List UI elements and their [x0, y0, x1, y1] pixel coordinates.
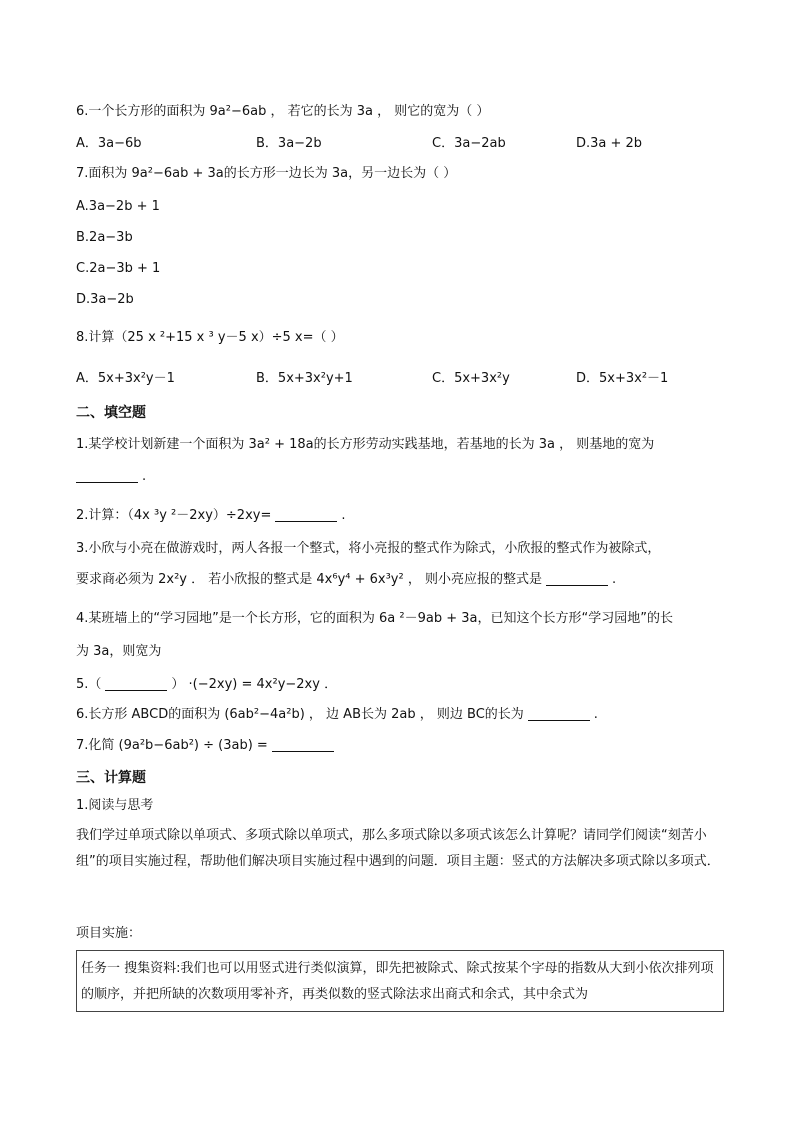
- fill-q5-suffix: ） ·(−2xy) = 4x²y−2xy ．: [171, 677, 338, 692]
- fill-q4-line1: 4.某班墙上的“学习园地”是一个长方形，它的面积为 6a ²－9ab + 3a，已知这个长方形“学习园地”的长: [76, 611, 673, 626]
- fill-q3-line2: [76, 571, 616, 589]
- answer-blank-6[interactable]: [528, 706, 590, 721]
- q7-option-c: C.2a−3b + 1: [76, 261, 161, 276]
- q7-option-b: B.2a−3b: [76, 230, 133, 245]
- q7-option-d: D.3a−2b: [76, 292, 134, 307]
- q6-option-d: D.3a + 2b: [576, 136, 643, 151]
- section-3-title: 三、计算题: [76, 770, 146, 786]
- calc-q1-title: 1.阅读与思考: [76, 798, 154, 813]
- fill-q7: [76, 737, 338, 755]
- task-one-box: [76, 950, 724, 1012]
- section-2-title: 二、填空题: [76, 405, 146, 421]
- task-one-text: 任务一 搜集资料:我们也可以用竖式进行类似演算，即先把被除式、除式按某个字母的指数从大到小依次排列项的顺序，并把所缺的次数项用零补齐，再类似数的竖式除法求出商式和余式，其中余式为: [81, 961, 714, 1002]
- question-6: 6.一个长方形的面积为 9a²−6ab ， 若它的长为 3a ， 则它的宽为（ ）: [76, 104, 490, 119]
- fill-q4-line2: 为 3a，则宽为: [76, 644, 162, 659]
- fill-q6-text: 6.长方形 ABCD的面积为 (6ab²−4a²b) ， 边 AB长为 2ab ， 则边 BC的长为: [76, 707, 524, 722]
- answer-blank-3[interactable]: [546, 571, 608, 586]
- fill-q3-text: 要求商必须为 2x²y ． 若小欣报的整式是 4x⁶y⁴ + 6x³y² ， 则小亮应报的整式是: [76, 572, 542, 587]
- fill-q2-text: 2.计算：（4x ³y ²－2xy）÷2xy=: [76, 508, 272, 523]
- fill-q2: [76, 507, 346, 525]
- q6-option-c: C．3a−2ab: [432, 136, 506, 151]
- fill-q1-line2: [76, 468, 146, 486]
- fill-q6-end: .: [593, 707, 598, 722]
- q8-option-b: B．5x+3x²y+1: [256, 371, 353, 386]
- q8-option-d: D．5x+3x²－1: [576, 371, 669, 386]
- fill-q3-end: .: [611, 572, 617, 587]
- question-7: 7.面积为 9a²−6ab + 3a的长方形一边长为 3a，另一边长为（ ）: [76, 166, 457, 181]
- fill-q3-line1: 3.小欣与小亮在做游戏时，两人各报一个整式，将小亮报的整式作为除式，小欣报的整式作为被除式，: [76, 541, 661, 556]
- answer-blank-2[interactable]: [275, 507, 337, 522]
- q7-option-a: A.3a−2b + 1: [76, 199, 160, 214]
- q8-option-c: C．5x+3x²y: [432, 371, 510, 386]
- answer-blank-7[interactable]: [272, 737, 334, 752]
- fill-q7-text: 7.化简 (9a²b−6ab²) ÷ (3ab) =: [76, 738, 268, 753]
- fill-q1-end: .: [142, 469, 147, 484]
- q8-option-a: A．5x+3x²y－1: [76, 371, 175, 386]
- fill-q2-end: .: [341, 508, 346, 523]
- question-8: 8.计算（25 x ²+15 x ³ y－5 x）÷5 x=（ ）: [76, 330, 344, 345]
- project-implementation-label: 项目实施：: [76, 926, 142, 941]
- fill-q6: [76, 706, 598, 724]
- calc-q1-paragraph: 我们学过单项式除以单项式、多项式除以单项式，那么多项式除以多项式该怎么计算呢？请同学们阅读“刻苦小组”的项目实施过程，帮助他们解决项目实施过程中遇到的问题．项目主题：竖式的方法解决多项式除以多项式．: [76, 828, 720, 869]
- answer-blank-5[interactable]: [105, 676, 167, 691]
- q6-option-a: A．3a−6b: [76, 136, 142, 151]
- fill-q1-line1: 1.某学校计划新建一个面积为 3a² + 18a的长方形劳动实践基地，若基地的长为 3a ， 则基地的宽为: [76, 437, 655, 452]
- fill-q5-prefix: 5.（: [76, 677, 102, 692]
- q6-option-b: B．3a−2b: [256, 136, 322, 151]
- fill-q5: [76, 676, 337, 694]
- answer-blank-1[interactable]: [76, 468, 138, 483]
